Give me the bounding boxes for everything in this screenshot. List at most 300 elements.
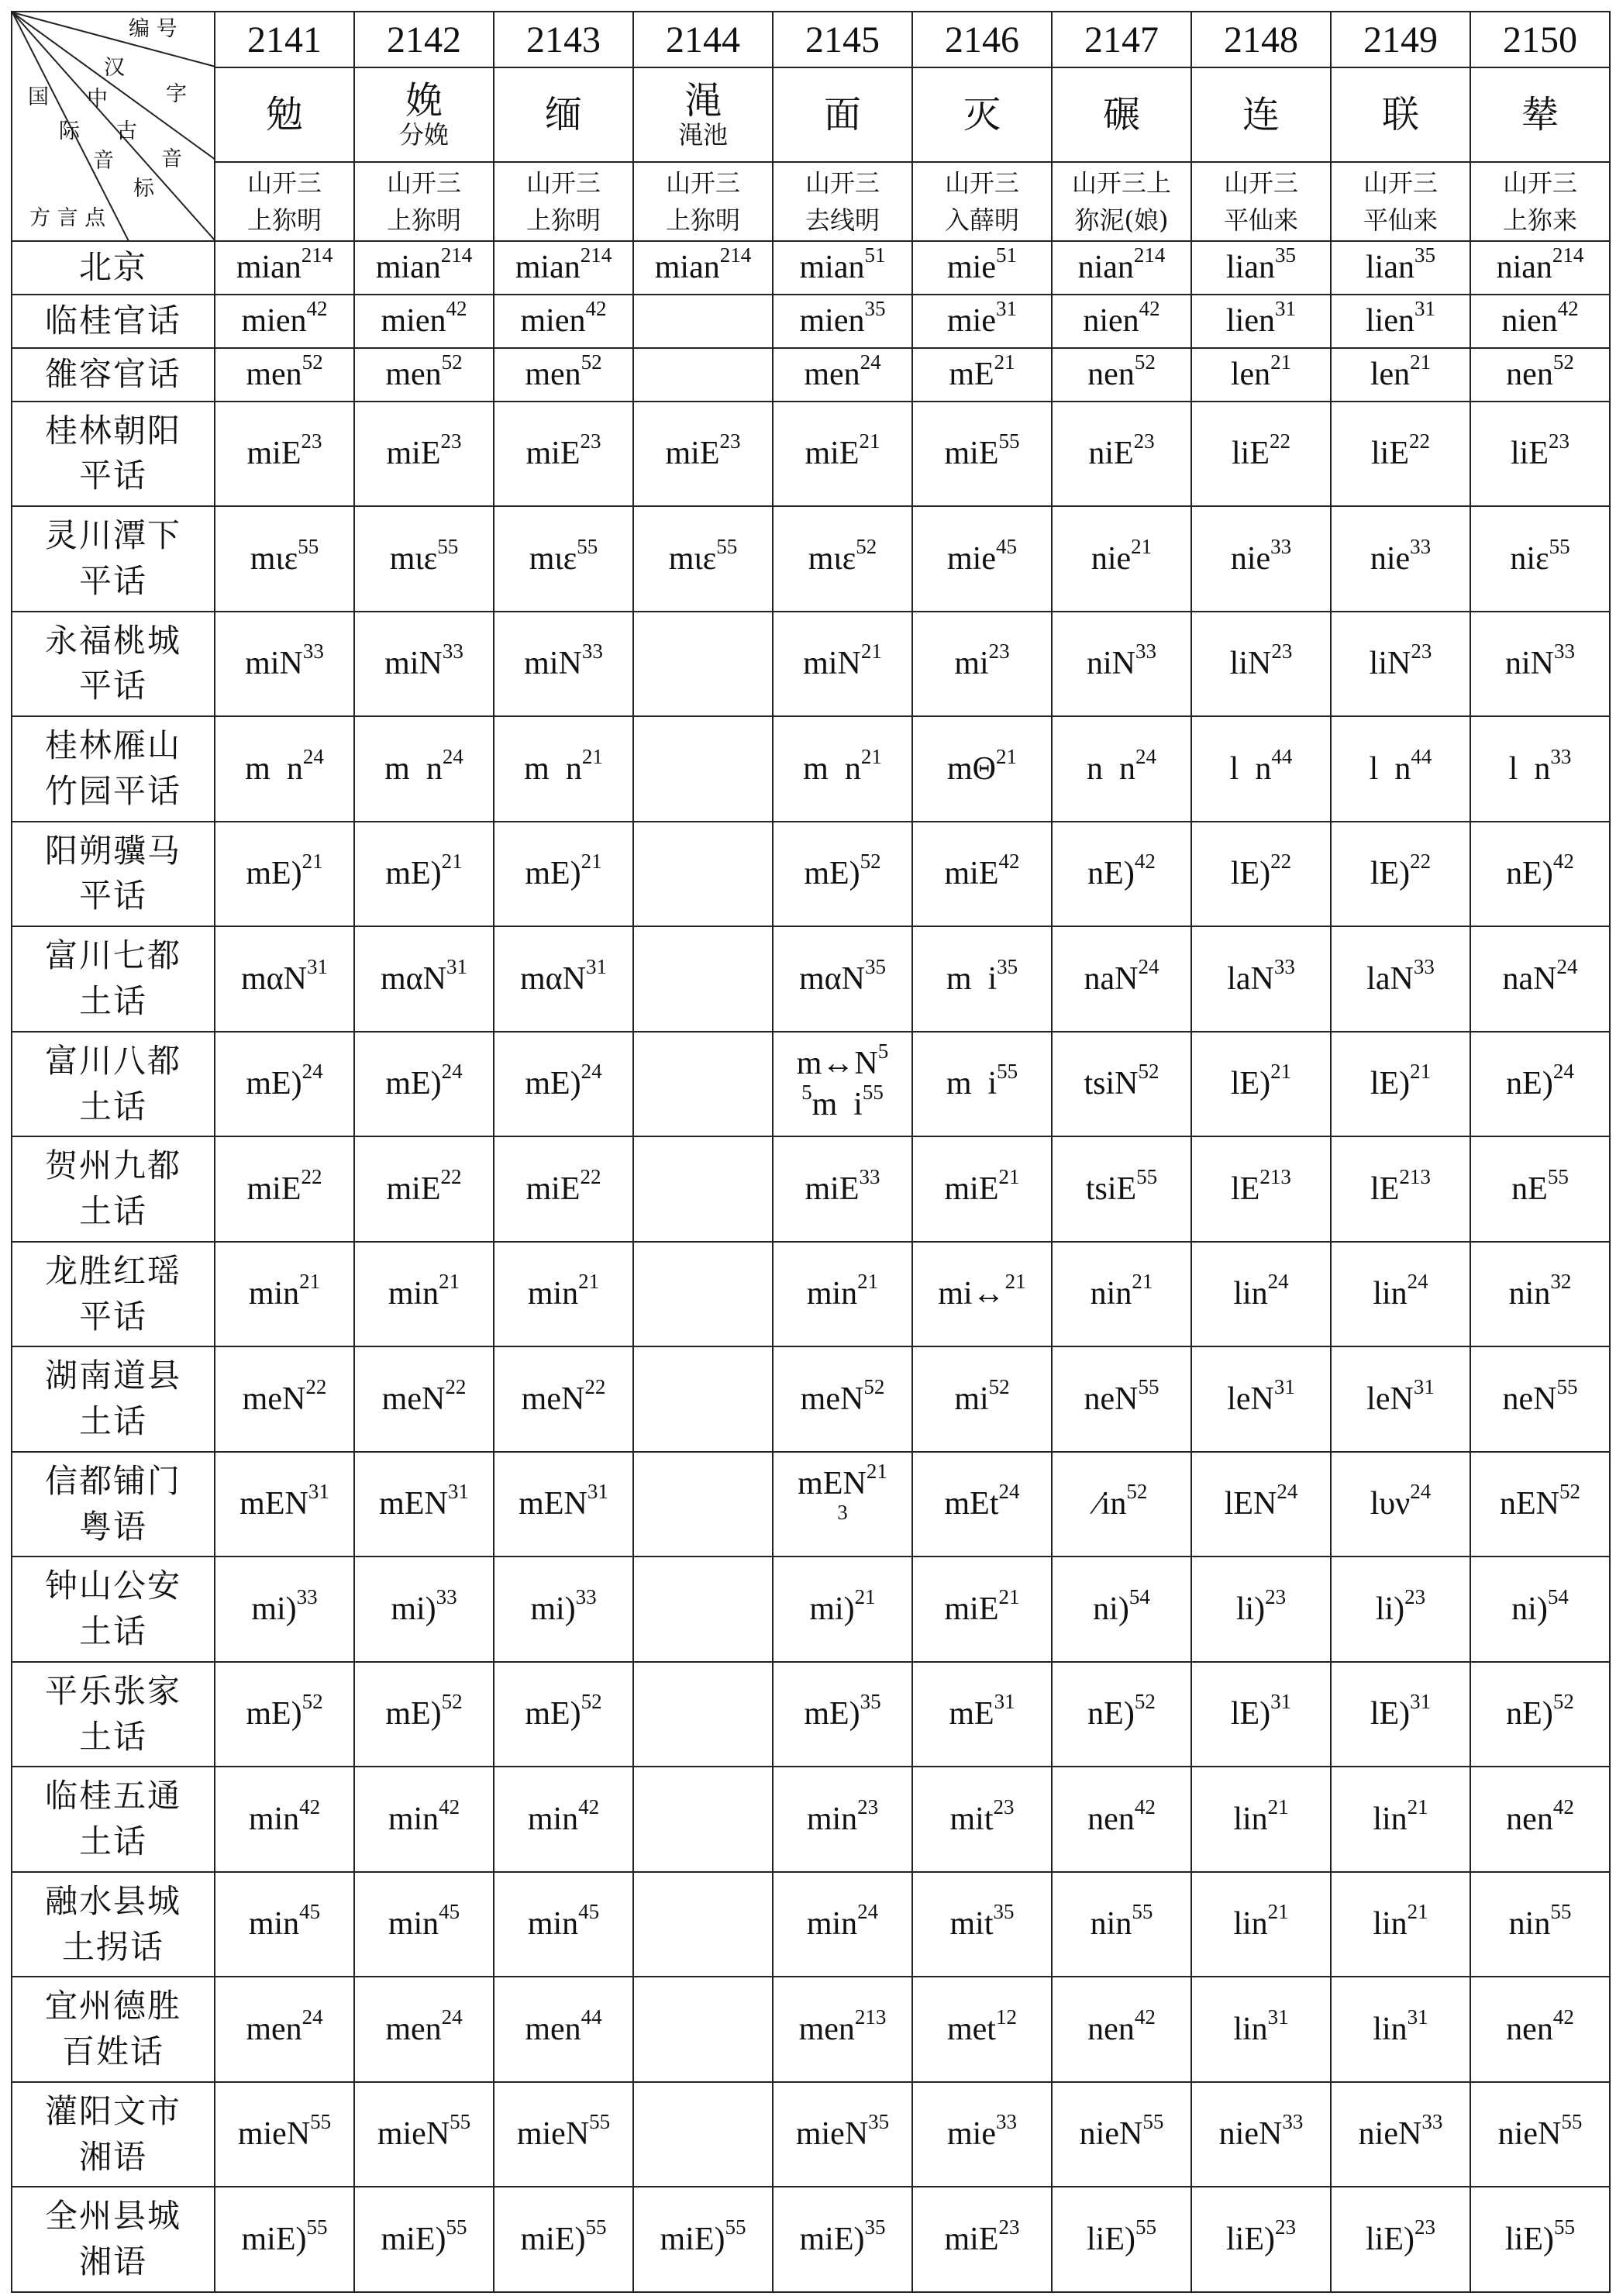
phonetic-reading [774,1459,911,1505]
phonetic-cell [1331,1872,1470,1977]
corner-label-gu: 古 [116,119,137,143]
phonetic-cell [354,1767,494,1872]
phonetic-reading [1053,954,1190,1000]
tone-number: 213 [854,2005,887,2029]
tone-number: 21 [301,849,323,873]
phonetic-cell [215,295,354,348]
phonetic-cell [494,1242,633,1347]
phonetic-reading [774,534,911,580]
tone-number: 21 [1270,1060,1292,1084]
ipa-syllable: miE [944,2221,999,2257]
tone-number: 33 [1270,534,1292,558]
phonetic-cell [354,1452,494,1557]
column-number: 2141 [215,12,354,67]
phonetic-cell [1052,1452,1191,1557]
phonetic-cell [1052,612,1191,717]
tone-number: 21 [1270,350,1292,374]
corner-header-cell [12,12,215,241]
phonetic-cell [912,1557,1052,1662]
phonetic-cell [494,612,633,717]
tone-number: 35 [1274,243,1296,267]
tone-number: 31 [994,1690,1015,1714]
phonetic-cell [912,1977,1052,2082]
phonetic-reading [1332,1690,1470,1735]
tone-number: 52 [1134,1690,1156,1714]
dialect-name-line: 土话 [78,1192,147,1231]
tone-number: 42 [1134,2005,1156,2029]
middle-chinese-category [1331,162,1470,241]
phonetic-cell [773,612,912,717]
phonetic-cell [1331,2187,1470,2292]
ipa-syllable: nE) [1506,1696,1553,1732]
tone-number: 21 [1410,350,1432,374]
phonetic-cell [354,1136,494,1242]
ipa-syllable: miE [805,1170,860,1207]
dialect-name-line: 土话 [78,1087,147,1126]
ipa-syllable: min [527,1801,579,1837]
phonetic-reading [1471,639,1609,684]
middle-chinese-line: 去线明 [805,205,880,235]
phonetic-reading [774,1080,911,1126]
phonetic-reading [1332,744,1470,790]
phonetic-cell [1052,716,1191,822]
phonetic-reading [1471,849,1609,895]
ipa-syllable: ⁄in [1095,1486,1127,1522]
phonetic-cell [1191,1557,1331,1662]
phonetic-reading [494,243,632,288]
tone-number: 42 [1139,296,1160,320]
phonetic-reading [1192,2005,1330,2050]
phonetic-cell [1470,1977,1610,2082]
tone-number: 45 [299,1900,321,1924]
phonetic-cell [215,1977,354,2082]
dialect-row [12,348,1610,402]
tone-number: 24 [1138,954,1159,978]
phonetic-cell [1191,348,1331,402]
tone-number: 24 [442,744,463,768]
ipa-syllable: mit [949,1906,994,1943]
phonetic-reading [215,243,353,288]
tone-number: 22 [301,1164,322,1188]
ipa-syllable: li) [1375,1591,1405,1627]
ipa-syllable: lian [1226,250,1275,286]
dialect-name-line: 湘语 [78,2243,147,2281]
phonetic-cell [1191,402,1331,507]
tone-prefix: 5 [801,1080,812,1104]
ipa-syllable: mαN [798,960,865,997]
phonetic-reading [1192,534,1330,580]
phonetic-reading [1332,1584,1470,1630]
middle-chinese-line: 山开三 [246,168,322,198]
ipa-syllable: len [1230,356,1271,392]
dialect-row [12,1242,1610,1347]
tone-number: 31 [1407,2005,1428,2029]
tone-number: 42 [1134,849,1156,873]
ipa-syllable: nie [1370,540,1411,577]
tone-number: 21 [854,1584,876,1608]
phonetic-reading [494,350,632,395]
middle-chinese-line: 山开三 [525,168,601,198]
tone-number: 21 [1267,1794,1289,1819]
tone-number: 23 [993,1794,1015,1819]
ipa-syllable: lien [1366,303,1414,340]
tone-number: 55 [1142,2110,1164,2134]
middle-chinese-line: 上狝来 [1502,205,1577,235]
ipa-syllable: lien [1226,303,1275,340]
phonetic-cell [773,402,912,507]
phonetic-reading [913,1900,1051,1945]
phonetic-reading [215,1374,353,1420]
phonetic-cell [773,926,912,1032]
character-glyph: 连 [1242,92,1280,136]
ipa-syllable: mieN [795,2116,869,2153]
phonetic-reading [494,429,632,474]
phonetic-reading [913,1690,1051,1735]
phonetic-reading [774,429,911,474]
column-number: 2149 [1331,12,1470,67]
phonetic-reading [215,2215,353,2260]
ipa-syllable: nieN [1218,2116,1283,2153]
ipa-syllable: miE [805,436,860,472]
middle-chinese-line: 山开三 [944,168,1019,198]
ipa-syllable: nE) [1087,1696,1135,1732]
dialect-name-line: 土话 [78,1717,147,1756]
tone-number: 55 [1556,1374,1578,1398]
phonetic-reading [1332,954,1470,1000]
dialect-name-line: 桂林朝阳 [44,411,181,450]
phonetic-reading [215,1480,353,1525]
ipa-syllable: lin [1373,2011,1408,2047]
phonetic-reading [494,1480,632,1525]
dialect-name-line: 钟山公安 [44,1567,181,1605]
ipa-syllable: lE [1231,1170,1260,1207]
phonetic-cell [773,1662,912,1767]
ipa-syllable: mien [381,303,446,340]
phonetic-reading [634,429,772,474]
tone-number: 214 [719,243,752,267]
tone-number: 55 [1549,534,1570,558]
middle-chinese-line: 平仙来 [1223,205,1298,235]
phonetic-cell [633,241,773,295]
dialect-name-cell [12,1136,215,1242]
ipa-syllable: mE [949,356,994,392]
phonetic-reading [1053,296,1190,342]
tone-number: 31 [447,1480,469,1504]
dialect-name-line: 平话 [78,1297,147,1336]
phonetic-cell [912,2187,1052,2292]
ipa-syllable: ni) [1093,1591,1129,1627]
ipa-syllable: lE) [1230,1696,1271,1732]
middle-chinese-line: 山开三 [386,168,461,198]
phonetic-reading [1192,1900,1330,1945]
phonetic-cell [494,295,633,348]
phonetic-reading [355,350,493,395]
phonetic-cell [215,716,354,822]
tone-number: 42 [998,849,1020,873]
phonetic-cell [1470,2082,1610,2187]
phonetic-reading [774,350,911,395]
ipa-syllable: mien [241,303,307,340]
ipa-syllable: mEN [798,1466,867,1502]
ipa-syllable: mieN [516,2116,590,2153]
tone-number: 33 [1135,639,1156,663]
tone-number: 23 [1271,639,1293,663]
phonetic-reading [355,1164,493,1210]
dialect-name-cell [12,1452,215,1557]
ipa-syllable: lE) [1370,1696,1411,1732]
tone-number: 55 [1136,1164,1158,1188]
phonetic-cell [1052,822,1191,927]
phonetic-cell [1331,1557,1470,1662]
phonetic-reading [494,1900,632,1945]
phonetic-cell [633,295,773,348]
tone-number: 52 [856,534,877,558]
tone-number: 55 [437,534,459,558]
middle-chinese-line: 入薛明 [944,205,1019,235]
ipa-syllable: m i [946,1066,998,1102]
tone-number: 45 [995,534,1017,558]
phonetic-cell [215,1242,354,1347]
phonetic-cell [633,1346,773,1452]
phonetic-cell [1052,241,1191,295]
phonetic-cell [215,1136,354,1242]
ipa-syllable: mie [947,540,996,577]
phonetic-reading [634,534,772,580]
phonetic-reading [1053,1270,1190,1315]
ipa-syllable: liE) [1226,2221,1275,2257]
ipa-syllable: mi [954,1381,989,1417]
dialect-row [12,1346,1610,1452]
phonetic-cell [1470,295,1610,348]
ipa-syllable: mE) [804,856,860,892]
middle-chinese-category [773,162,912,241]
phonetic-cell [494,822,633,927]
phonetic-cell [354,926,494,1032]
phonetic-reading [215,1270,353,1315]
ipa-syllable: men [525,2011,581,2047]
phonetic-reading [355,954,493,1000]
tone-number: 213 [1259,1164,1291,1188]
middle-chinese-line: 山开三 [665,168,740,198]
ipa-syllable: lian [1366,250,1414,286]
tone-number: 12 [995,2005,1017,2029]
tone-number: 55 [306,2215,328,2239]
character-glyph: 缅 [544,92,582,136]
tone-number: 55 [589,2110,611,2134]
tone-number: 55 [997,1060,1018,1084]
ipa-syllable: mE) [525,1066,581,1102]
ipa-syllable: mi) [530,1591,576,1627]
ipa-syllable: n n [1087,750,1135,787]
phonetic-cell [494,241,633,295]
phonetic-cell [912,1662,1052,1767]
ipa-syllable: mE) [525,1696,581,1732]
phonetic-reading [1471,2110,1609,2155]
phonetic-reading [215,1584,353,1630]
phonetic-cell [773,1872,912,1977]
phonetic-reading [355,1270,493,1315]
tone-number: 52 [1559,1480,1580,1504]
column-character [1331,67,1470,162]
phonetic-cell [1331,295,1470,348]
dialect-row [12,1136,1610,1242]
tone-number: 55 [298,534,319,558]
tone-number: 35 [860,1690,881,1714]
phonetic-cell [1052,1557,1191,1662]
character-glyph: 灭 [963,92,1001,136]
tone-number: 52 [581,350,602,374]
tone-number: 23 [1265,1584,1287,1608]
tone-number: 33 [1554,639,1575,663]
phonetic-reading [1192,296,1330,342]
phonetic-reading [1471,1374,1609,1420]
phonetic-cell [1052,1136,1191,1242]
phonetic-reading [355,2110,493,2155]
ipa-syllable: mEN [379,1486,448,1522]
middle-chinese-line: 狝泥(娘) [1074,205,1169,235]
phonetic-cell [1052,1346,1191,1452]
phonetic-cell [354,822,494,927]
ipa-syllable: mE) [385,856,442,892]
tone-number: 23 [301,429,322,453]
ipa-syllable: met [947,2011,996,2047]
ipa-syllable: meN [381,1381,446,1417]
tone-number: 52 [1552,350,1574,374]
column-number: 2146 [912,12,1052,67]
phonetic-reading [1471,1900,1609,1945]
tone-number: 44 [581,2005,602,2029]
ipa-syllable: mE) [525,856,581,892]
ipa-syllable: niN [1505,646,1554,682]
ipa-syllable: mie [947,250,996,286]
ipa-syllable: mie [947,303,996,340]
tone-number: 35 [1414,243,1435,267]
column-character [1470,67,1610,162]
dialect-name-cell [12,1977,215,2082]
tone-number: 31 [995,296,1017,320]
phonetic-reading [913,429,1051,474]
middle-chinese-category [494,162,633,241]
phonetic-cell [633,926,773,1032]
phonetic-reading [913,243,1051,288]
dialect-name-cell [12,716,215,822]
phonetic-cell [773,1767,912,1872]
ipa-syllable: nieN [1358,2116,1422,2153]
dialect-row [12,1662,1610,1767]
phonetic-cell [1470,402,1610,507]
tone-number: 24 [581,1060,602,1084]
dialect-name-line: 富川七都 [44,936,181,975]
phonetic-cell [912,402,1052,507]
phonetic-cell [1191,1977,1331,2082]
phonetic-reading [1471,954,1609,1000]
tone-number: 44 [1271,744,1293,768]
dialect-name-cell [12,506,215,612]
dialect-name-line: 平话 [78,457,147,495]
tone-number: 21 [439,1270,460,1294]
ipa-syllable: liN [1229,646,1272,682]
dialect-name-cell [12,1032,215,1137]
dialect-name-line: 土话 [78,1402,147,1441]
ipa-syllable: m n [384,750,443,787]
phonetic-reading [1053,2110,1190,2155]
phonetic-cell [215,402,354,507]
phonetic-cell [633,1136,773,1242]
phonetic-cell [354,402,494,507]
middle-chinese-category [354,162,494,241]
tone-number: 21 [581,744,603,768]
tone-number: 54 [1128,1584,1150,1608]
phonetic-reading [215,744,353,790]
phonetic-reading [1053,1374,1190,1420]
dialect-name-line: 土话 [78,982,147,1020]
column-number: 2147 [1052,12,1191,67]
tone-number: 23 [998,2215,1020,2239]
phonetic-cell [912,716,1052,822]
ipa-syllable: meN [521,1381,585,1417]
phonetic-cell [1191,506,1331,612]
ipa-syllable: meN [242,1381,306,1417]
character-glyph: 娩 [405,79,443,122]
character-glyph: 联 [1381,92,1419,136]
phonetic-cell [354,1977,494,2082]
ipa-syllable: mian [799,250,865,286]
tone-number: 22 [1270,849,1292,873]
tone-number: 22 [1409,429,1430,453]
phonetic-reading [1471,534,1609,580]
tone-number: 22 [305,1374,327,1398]
phonetic-cell [354,506,494,612]
ipa-syllable: min [388,1801,439,1837]
ipa-syllable: mi↔ [938,1276,1005,1312]
tone-number: 21 [299,1270,321,1294]
phonetic-cell [354,2082,494,2187]
phonetic-reading [1471,1794,1609,1840]
phonetic-reading [494,744,632,790]
phonetic-cell [633,506,773,612]
ipa-syllable: men [525,356,581,392]
character-example-word: 分娩 [398,119,449,150]
ipa-syllable: men [385,2011,442,2047]
ipa-syllable: men [246,356,302,392]
tone-number: 21 [857,1270,879,1294]
phonetic-reading [1332,1060,1470,1105]
character-glyph: 渑 [684,79,722,122]
ipa-syllable: mieN [237,2116,311,2153]
phonetic-cell [1331,822,1470,927]
tone-number: 52 [860,849,881,873]
table-body [12,12,1610,2292]
phonetic-cell [1191,295,1331,348]
column-number: 2142 [354,12,494,67]
tone-number: 33 [436,1584,457,1608]
tone-number: 23 [857,1794,879,1819]
phonetic-reading [1053,1164,1190,1210]
tone-number: 24 [1407,1270,1428,1294]
tone-number: 23 [1414,2215,1435,2239]
ipa-syllable: lin [1233,1906,1268,1943]
corner-label-biao: 标 [133,177,154,201]
middle-chinese-line: 山开三上 [1071,168,1171,198]
phonetic-cell [354,1872,494,1977]
phonetic-reading [355,639,493,684]
phonetic-cell [773,295,912,348]
phonetic-cell [773,1032,912,1137]
phonetic-cell [633,1977,773,2082]
tone-number: 22 [445,1374,467,1398]
phonetic-cell [912,926,1052,1032]
ipa-syllable: tsiE [1085,1170,1137,1207]
